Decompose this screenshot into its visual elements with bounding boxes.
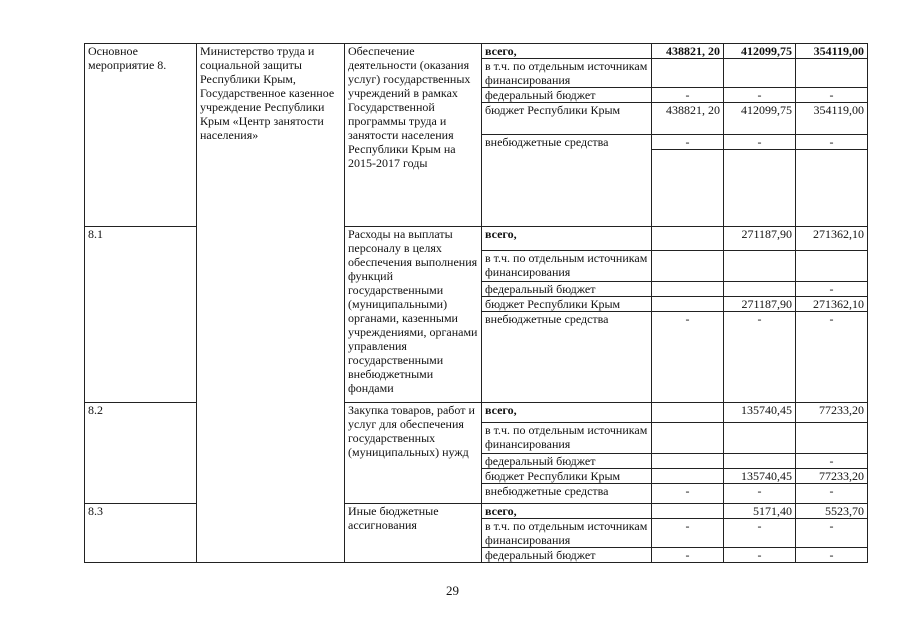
value-cell xyxy=(796,150,868,227)
row-label-federal: федеральный бюджет xyxy=(482,548,652,563)
row-label-incl: в т.ч. по отдельным источникам финансирования xyxy=(482,59,652,88)
row-label-offbudget: внебюджетные средства xyxy=(482,484,652,504)
value-cell: 77233,20 xyxy=(796,469,868,484)
row-label-total: всего, xyxy=(482,44,652,59)
value-cell xyxy=(724,423,796,454)
dash-cell: - xyxy=(724,88,796,103)
activity-name: Расходы на выплаты персоналу в целях обеспечения выполнения функций государственными (муниципальными) органами, казенными учреждениями, органами управления государственными внебюджетными фондами xyxy=(345,227,482,403)
value-cell: 135740,45 xyxy=(724,403,796,423)
value-cell: 438821, 20 xyxy=(652,44,724,59)
value-cell: 271187,90 xyxy=(724,297,796,312)
value-cell: 5171,40 xyxy=(724,504,796,519)
row-label-federal: федеральный бюджет xyxy=(482,282,652,297)
dash-cell: - xyxy=(652,484,724,504)
value-cell: 412099,75 xyxy=(724,44,796,59)
row-label-incl: в т.ч. по отдельным источникам финансирования xyxy=(482,519,652,548)
dash-cell: - xyxy=(796,135,868,150)
dash-cell: - xyxy=(796,282,868,297)
dash-cell: - xyxy=(796,548,868,563)
value-cell xyxy=(652,423,724,454)
budget-table xyxy=(84,43,868,563)
table-row xyxy=(85,44,868,59)
activity-id: 8.3 xyxy=(85,504,197,563)
row-label-crimea: бюджет Республики Крым xyxy=(482,297,652,312)
row-label-total: всего, xyxy=(482,504,652,519)
value-cell xyxy=(724,454,796,469)
value-cell: 354119,00 xyxy=(796,103,868,135)
value-cell xyxy=(796,59,868,88)
value-cell: 354119,00 xyxy=(796,44,868,59)
dash-cell: - xyxy=(652,519,724,548)
dash-cell: - xyxy=(796,88,868,103)
row-label-crimea: бюджет Республики Крым xyxy=(482,103,652,135)
value-cell xyxy=(796,423,868,454)
value-cell: 412099,75 xyxy=(724,103,796,135)
value-cell xyxy=(652,297,724,312)
value-cell xyxy=(652,251,724,282)
dash-cell: - xyxy=(652,312,724,403)
dash-cell: - xyxy=(796,454,868,469)
value-cell xyxy=(652,403,724,423)
activity-id: 8.1 xyxy=(85,227,197,403)
activity-name: Иные бюджетные ассигнования xyxy=(345,504,482,563)
value-cell: 135740,45 xyxy=(724,469,796,484)
dash-cell: - xyxy=(796,519,868,548)
main-activity-name: Обеспечение деятельности (оказания услуг) государственных учреждений в рамках Государственной программы труда и занятости населения Республики Крым на 2015-2017 годы xyxy=(345,44,482,227)
value-cell xyxy=(724,251,796,282)
row-label-total: всего, xyxy=(482,227,652,251)
dash-cell: - xyxy=(796,484,868,504)
row-label-offbudget: внебюджетные средства xyxy=(482,312,652,403)
dash-cell: - xyxy=(724,312,796,403)
value-cell: 5523,70 xyxy=(796,504,868,519)
row-label-incl: в т.ч. по отдельным источникам финансирования xyxy=(482,251,652,282)
row-label-federal: федеральный бюджет xyxy=(482,88,652,103)
value-cell xyxy=(652,454,724,469)
value-cell xyxy=(724,150,796,227)
activity-name: Закупка товаров, работ и услуг для обеспечения государственных (муниципальных) нужд xyxy=(345,403,482,504)
activity-id: 8.2 xyxy=(85,403,197,504)
main-activity-id: Основное мероприятие 8. xyxy=(85,44,197,227)
value-cell xyxy=(652,504,724,519)
row-label-offbudget: внебюджетные средства xyxy=(482,135,652,227)
executor-cell: Министерство труда и социальной защиты Республики Крым, Государственное казенное учреждение Республики Крым «Центр занятости населения» xyxy=(197,44,345,563)
value-cell xyxy=(724,282,796,297)
value-cell xyxy=(724,59,796,88)
value-cell: 271362,10 xyxy=(796,297,868,312)
value-cell xyxy=(652,282,724,297)
value-cell: 77233,20 xyxy=(796,403,868,423)
row-label-federal: федеральный бюджет xyxy=(482,454,652,469)
dash-cell: - xyxy=(724,135,796,150)
value-cell xyxy=(796,251,868,282)
value-cell: 271187,90 xyxy=(724,227,796,251)
dash-cell: - xyxy=(724,519,796,548)
value-cell xyxy=(652,227,724,251)
dash-cell: - xyxy=(724,548,796,563)
value-cell: 438821, 20 xyxy=(652,103,724,135)
row-label-crimea: бюджет Республики Крым xyxy=(482,469,652,484)
dash-cell: - xyxy=(796,312,868,403)
dash-cell: - xyxy=(652,135,724,150)
dash-cell: - xyxy=(652,548,724,563)
value-cell: 271362,10 xyxy=(796,227,868,251)
row-label-incl: в т.ч. по отдельным источникам финансирования xyxy=(482,423,652,454)
value-cell xyxy=(652,59,724,88)
dash-cell: - xyxy=(652,88,724,103)
page-number: 29 xyxy=(446,583,459,598)
dash-cell: - xyxy=(724,484,796,504)
value-cell xyxy=(652,150,724,227)
value-cell xyxy=(652,469,724,484)
row-label-total: всего, xyxy=(482,403,652,423)
